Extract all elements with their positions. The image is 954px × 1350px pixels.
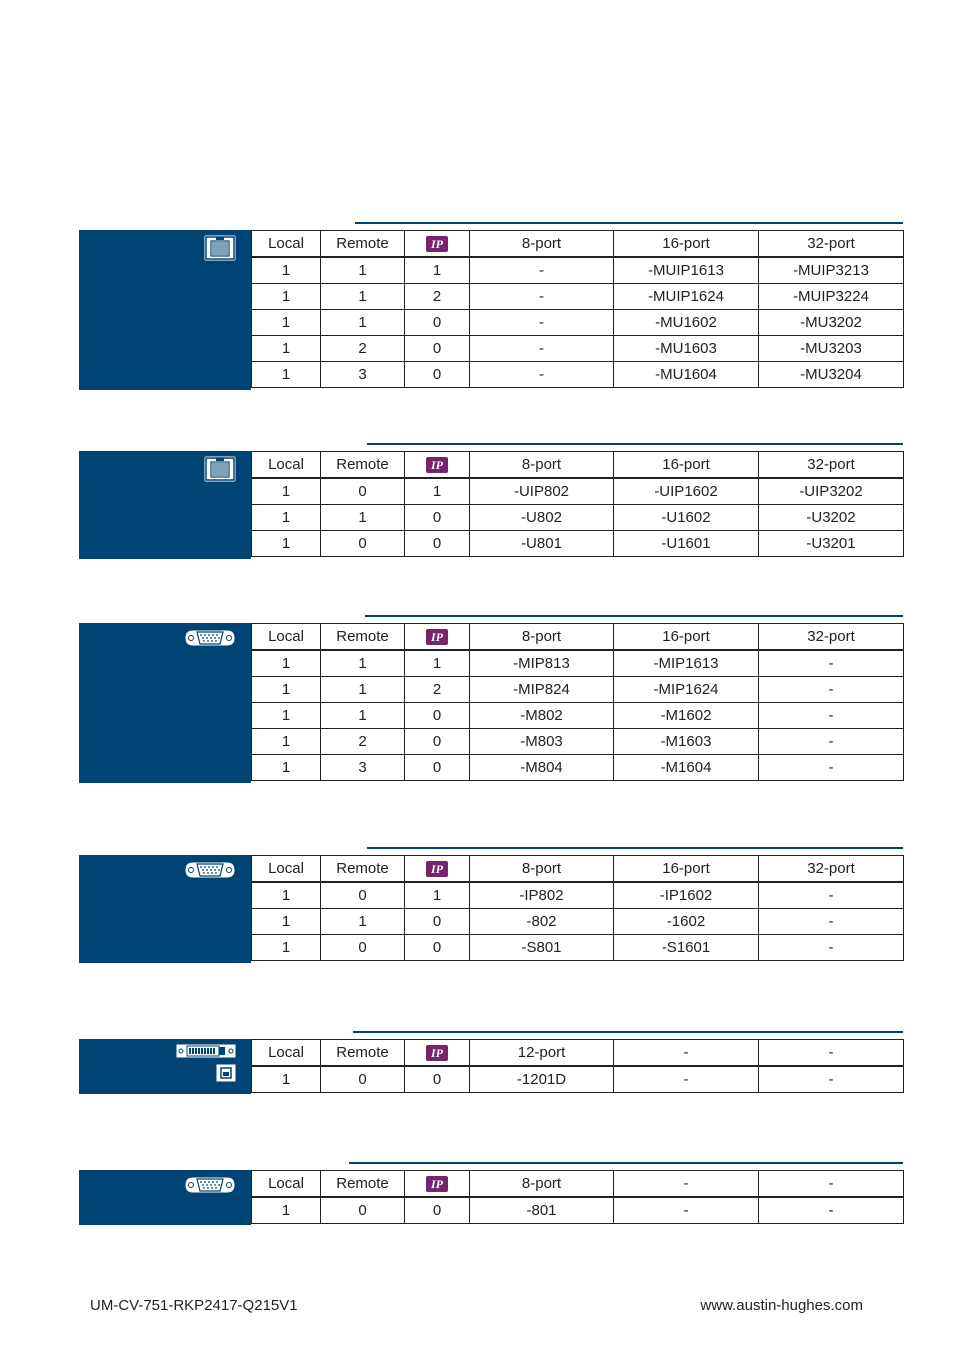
header-ip (405, 624, 470, 651)
table-cell: 1 (321, 284, 405, 310)
table-cell: 0 (321, 478, 405, 505)
header-remote: Remote (321, 624, 405, 651)
section-rule (367, 443, 903, 445)
header-remote: Remote (321, 1171, 405, 1198)
model-table (251, 623, 904, 781)
table-cell: -M803 (470, 729, 614, 755)
table-cell: -MU3204 (759, 362, 904, 388)
header-local: Local (252, 624, 321, 651)
header-port-a: 8-port (470, 1171, 614, 1198)
header-port-c: - (759, 1171, 904, 1198)
table-cell: 1 (252, 1197, 321, 1224)
table-cell: -UIP1602 (614, 478, 759, 505)
table-cell: -MIP813 (470, 650, 614, 677)
table-header-row (252, 624, 904, 651)
footer-doc-code: UM-CV-751-RKP2417-Q215V1 (90, 1297, 298, 1314)
table-cell: 1 (321, 677, 405, 703)
header-ip (405, 231, 470, 258)
ip-badge-icon: IP (426, 1045, 448, 1061)
table-cell: 2 (405, 677, 470, 703)
table-cell: -S801 (470, 935, 614, 961)
table-cell: - (470, 310, 614, 336)
table-row (252, 677, 904, 703)
table-cell: 1 (321, 505, 405, 531)
table-cell: 1 (321, 650, 405, 677)
header-remote: Remote (321, 452, 405, 479)
header-remote: Remote (321, 1040, 405, 1067)
table-row (252, 257, 904, 284)
table-cell: -M1603 (614, 729, 759, 755)
connector-panel (79, 1039, 251, 1094)
model-table (251, 1039, 904, 1093)
table-cell: -S1601 (614, 935, 759, 961)
table-cell: 2 (321, 336, 405, 362)
vga-connector-icon (183, 859, 237, 886)
table-cell: -U801 (470, 531, 614, 557)
header-ip (405, 452, 470, 479)
table-cell: 1 (321, 310, 405, 336)
table-cell: 0 (405, 1066, 470, 1093)
table-row (252, 336, 904, 362)
header-port-c: 32-port (759, 856, 904, 883)
header-port-b: 16-port (614, 231, 759, 258)
table-cell: -IP1602 (614, 882, 759, 909)
table-cell: -801 (470, 1197, 614, 1224)
table-cell: 1 (252, 677, 321, 703)
section-rule (349, 1162, 903, 1164)
table-cell: 1 (252, 729, 321, 755)
table-cell: 1 (252, 650, 321, 677)
header-port-c: - (759, 1040, 904, 1067)
table-cell: - (614, 1197, 759, 1224)
table-cell: -802 (470, 909, 614, 935)
header-remote: Remote (321, 856, 405, 883)
table-cell: -M1604 (614, 755, 759, 781)
footer-website[interactable]: www.austin-hughes.com (700, 1297, 863, 1314)
table-row (252, 882, 904, 909)
table-cell: 1 (252, 935, 321, 961)
table-cell: 0 (405, 336, 470, 362)
section-rule (353, 1031, 903, 1033)
rj45-icon (203, 455, 237, 488)
table-cell: 0 (321, 1066, 405, 1093)
table-row (252, 755, 904, 781)
table-cell: -MIP1613 (614, 650, 759, 677)
table-cell: 2 (321, 729, 405, 755)
table-cell: 1 (252, 703, 321, 729)
table-cell: 3 (321, 755, 405, 781)
table-cell: -M804 (470, 755, 614, 781)
table-cell: -UIP802 (470, 478, 614, 505)
table-cell: 0 (321, 882, 405, 909)
table-cell: 1 (405, 650, 470, 677)
header-port-b: 16-port (614, 624, 759, 651)
header-port-c: 32-port (759, 452, 904, 479)
connector-panel (79, 1170, 251, 1225)
table-cell: 1 (252, 909, 321, 935)
ip-badge-icon: IP (426, 629, 448, 645)
table-cell: 3 (321, 362, 405, 388)
table-header-row (252, 856, 904, 883)
table-cell: - (470, 257, 614, 284)
table-header-row (252, 1171, 904, 1198)
table-cell: 1 (252, 257, 321, 284)
table-cell: 0 (405, 755, 470, 781)
table-cell: - (759, 755, 904, 781)
model-table (251, 855, 904, 961)
header-port-a: 8-port (470, 452, 614, 479)
table-cell: -MIP824 (470, 677, 614, 703)
table-cell: 2 (405, 284, 470, 310)
section-rule (365, 615, 903, 617)
table-cell: - (759, 1066, 904, 1093)
table-row (252, 1066, 904, 1093)
header-port-c: 32-port (759, 624, 904, 651)
header-port-b: 16-port (614, 452, 759, 479)
model-table (251, 1170, 904, 1224)
table-cell: -1201D (470, 1066, 614, 1093)
table-row (252, 703, 904, 729)
table-cell: 1 (252, 478, 321, 505)
table-cell: 1 (252, 755, 321, 781)
table-cell: - (614, 1066, 759, 1093)
model-table (251, 451, 904, 557)
table-row (252, 650, 904, 677)
table-cell: 0 (321, 1197, 405, 1224)
ip-badge-icon: IP (426, 236, 448, 252)
table-cell: -M1602 (614, 703, 759, 729)
table-cell: -UIP3202 (759, 478, 904, 505)
table-cell: - (759, 729, 904, 755)
vga-connector-icon (183, 627, 237, 654)
connector-panel (79, 855, 251, 963)
connector-panel (79, 623, 251, 783)
table-row (252, 935, 904, 961)
vga-connector-icon (183, 1174, 237, 1201)
table-cell: 0 (321, 531, 405, 557)
section-rule (355, 222, 903, 224)
header-port-b: 16-port (614, 856, 759, 883)
table-cell: 1 (405, 257, 470, 284)
table-cell: - (470, 284, 614, 310)
table-cell: -MU1602 (614, 310, 759, 336)
table-cell: -MUIP3213 (759, 257, 904, 284)
header-port-b: - (614, 1171, 759, 1198)
header-ip (405, 856, 470, 883)
table-row (252, 909, 904, 935)
table-cell: 1 (252, 531, 321, 557)
table-cell: 1 (252, 505, 321, 531)
table-cell: 1 (321, 909, 405, 935)
table-cell: -MU3203 (759, 336, 904, 362)
connector-panel (79, 451, 251, 559)
table-cell: -MUIP1613 (614, 257, 759, 284)
ip-badge-icon: IP (426, 457, 448, 473)
header-port-a: 8-port (470, 231, 614, 258)
table-cell: 1 (252, 362, 321, 388)
table-cell: - (759, 650, 904, 677)
table-cell: 0 (405, 935, 470, 961)
table-cell: 0 (405, 909, 470, 935)
table-cell: -MUIP1624 (614, 284, 759, 310)
table-cell: - (759, 677, 904, 703)
table-cell: 1 (405, 478, 470, 505)
table-row (252, 1197, 904, 1224)
table-row (252, 505, 904, 531)
table-row (252, 284, 904, 310)
table-cell: 0 (405, 531, 470, 557)
header-port-b: - (614, 1040, 759, 1067)
table-cell: 1 (252, 310, 321, 336)
table-header-row (252, 452, 904, 479)
header-local: Local (252, 1171, 321, 1198)
table-cell: - (759, 909, 904, 935)
table-header-row (252, 1040, 904, 1067)
table-cell: -M802 (470, 703, 614, 729)
table-cell: -U3201 (759, 531, 904, 557)
table-cell: - (759, 935, 904, 961)
header-local: Local (252, 856, 321, 883)
table-cell: -U1601 (614, 531, 759, 557)
table-header-row (252, 231, 904, 258)
table-cell: -U802 (470, 505, 614, 531)
table-row (252, 478, 904, 505)
table-cell: 1 (252, 336, 321, 362)
header-remote: Remote (321, 231, 405, 258)
header-port-a: 12-port (470, 1040, 614, 1067)
table-cell: 0 (405, 703, 470, 729)
table-cell: - (470, 362, 614, 388)
table-cell: - (759, 882, 904, 909)
section-rule (367, 847, 903, 849)
table-cell: -MIP1624 (614, 677, 759, 703)
table-cell: 0 (405, 729, 470, 755)
header-local: Local (252, 452, 321, 479)
table-cell: -1602 (614, 909, 759, 935)
table-row (252, 310, 904, 336)
rj45-icon (203, 234, 237, 267)
table-cell: 1 (321, 703, 405, 729)
table-cell: 1 (321, 257, 405, 284)
header-ip (405, 1171, 470, 1198)
table-cell: -MU3202 (759, 310, 904, 336)
table-cell: 1 (252, 882, 321, 909)
header-ip (405, 1040, 470, 1067)
header-port-c: 32-port (759, 231, 904, 258)
table-row (252, 531, 904, 557)
ip-badge-icon: IP (426, 861, 448, 877)
table-row (252, 362, 904, 388)
table-cell: 0 (405, 505, 470, 531)
usb-b-icon (215, 1063, 237, 1088)
table-cell: 0 (321, 935, 405, 961)
table-cell: -U3202 (759, 505, 904, 531)
header-port-a: 8-port (470, 856, 614, 883)
table-cell: -MU1604 (614, 362, 759, 388)
table-cell: -U1602 (614, 505, 759, 531)
table-cell: 0 (405, 1197, 470, 1224)
table-cell: - (759, 703, 904, 729)
table-row (252, 729, 904, 755)
ip-badge-icon: IP (426, 1176, 448, 1192)
table-cell: 1 (252, 1066, 321, 1093)
header-local: Local (252, 1040, 321, 1067)
table-cell: -MUIP3224 (759, 284, 904, 310)
table-cell: 1 (252, 284, 321, 310)
table-cell: - (759, 1197, 904, 1224)
header-port-a: 8-port (470, 624, 614, 651)
table-cell: -IP802 (470, 882, 614, 909)
table-cell: -MU1603 (614, 336, 759, 362)
table-cell: 0 (405, 362, 470, 388)
model-table (251, 230, 904, 388)
dvi-connector-icon (175, 1043, 237, 1064)
connector-panel (79, 230, 251, 390)
table-cell: - (470, 336, 614, 362)
header-local: Local (252, 231, 321, 258)
table-cell: 0 (405, 310, 470, 336)
table-cell: 1 (405, 882, 470, 909)
